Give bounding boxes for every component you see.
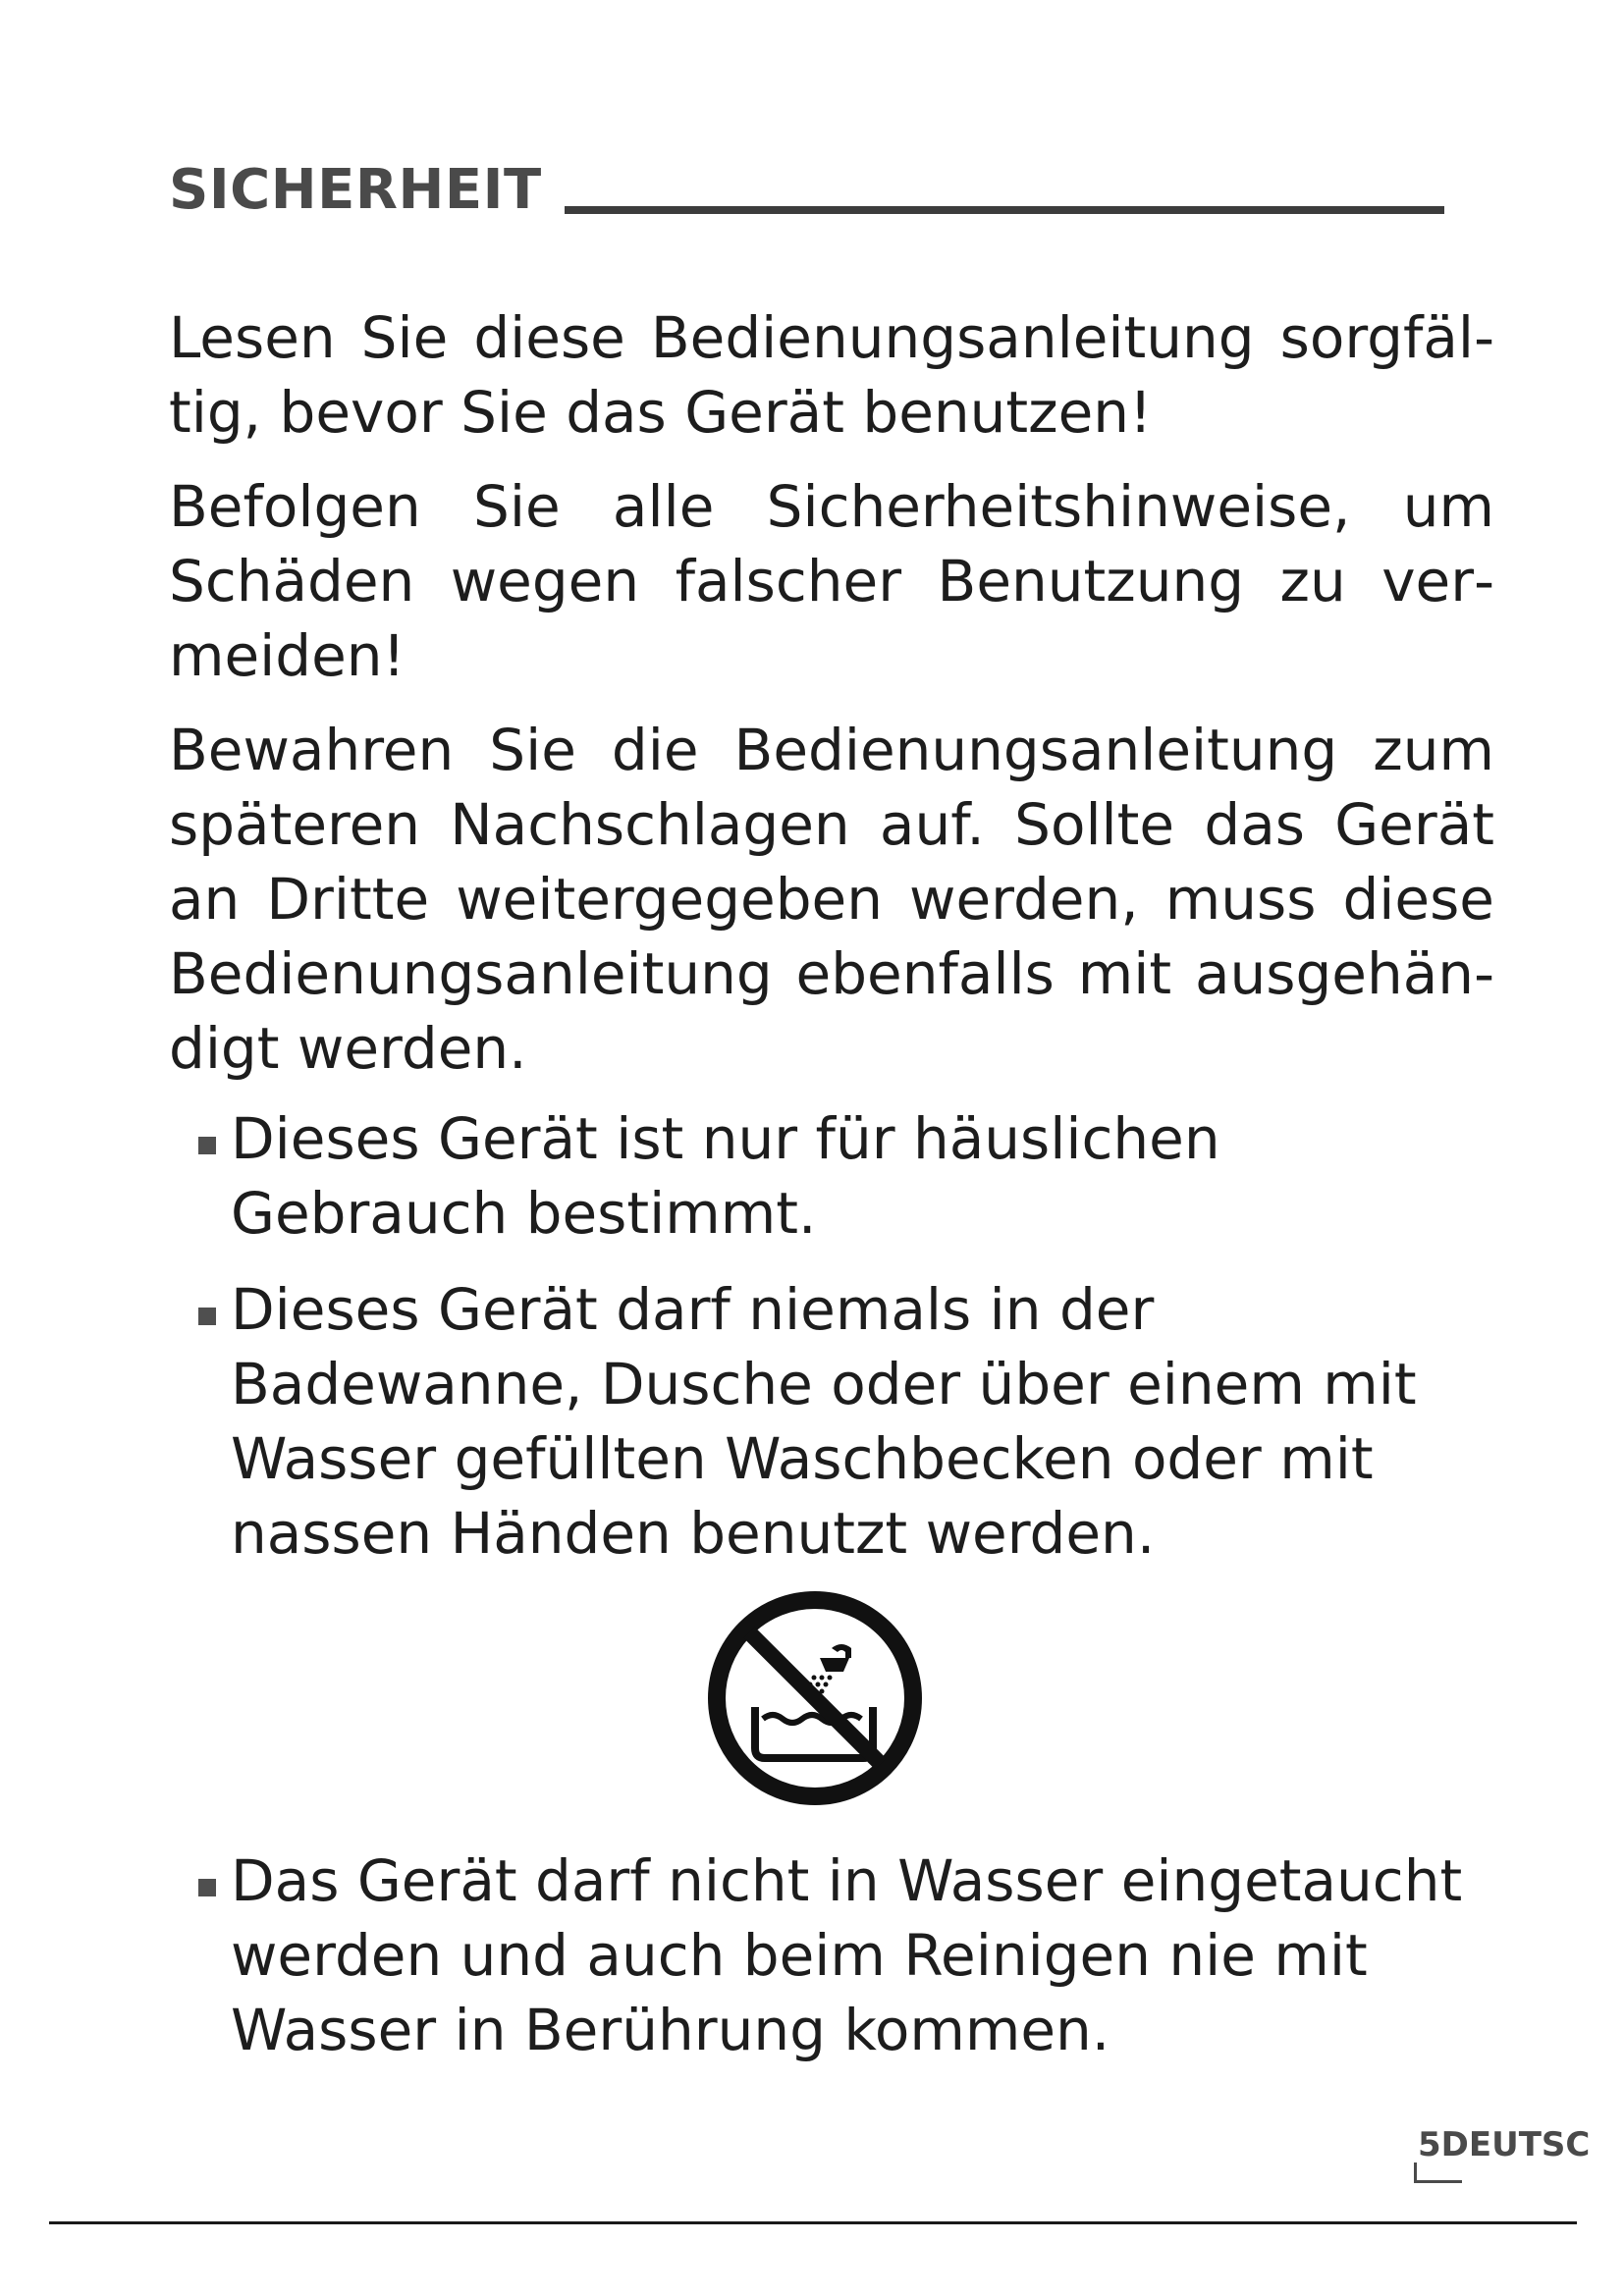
bottom-rule: [49, 2221, 1577, 2224]
bullet-household-use: Dieses Gerät ist nur für häuslichen Gebrauch bestimmt.: [231, 1105, 1220, 1247]
bullet-no-water-use: Dieses Gerät darf niemals in der Badewanne, Dusche oder über einem mit Wasser gefüllten Waschbecken oder mit nassen Händen benutzt werden.: [231, 1276, 1417, 1567]
footer-language: DEUTSC: [1440, 2125, 1591, 2164]
bullet-no-immersion: Das Gerät darf nicht in Wasser eingetaucht werden und auch beim Reinigen nie mit Wasser in Berührung kommen.: [231, 1847, 1463, 2063]
intro-paragraph-safety-notes: Befolgen Sie alle Sicherheitshinweise, um Schäden wegen falscher Benutzung zu vermeiden!: [169, 473, 1494, 689]
heading-rule: [565, 206, 1444, 214]
section-title: SICHERHEIT: [169, 157, 542, 222]
intro-paragraph-keep-manual: Bewahren Sie die Bedienungsanleitung zum späteren Nachschlagen auf. Sollte das Gerät an Dritte weitergegeben werden, muss diese Bedienungsanleitung ebenfalls mit ausgehändigt werden.: [169, 717, 1494, 1082]
intro-paragraph-read-manual: Lesen Sie diese Bedienungsanleitung sorgfältig, bevor Sie das Gerät benutzen!: [169, 304, 1494, 446]
no-bath-use-icon: [704, 1587, 926, 1809]
page-number: 5: [1418, 2125, 1441, 2164]
page-footer: [1414, 2125, 1591, 2184]
page-number-bracket: [1414, 2163, 1462, 2183]
